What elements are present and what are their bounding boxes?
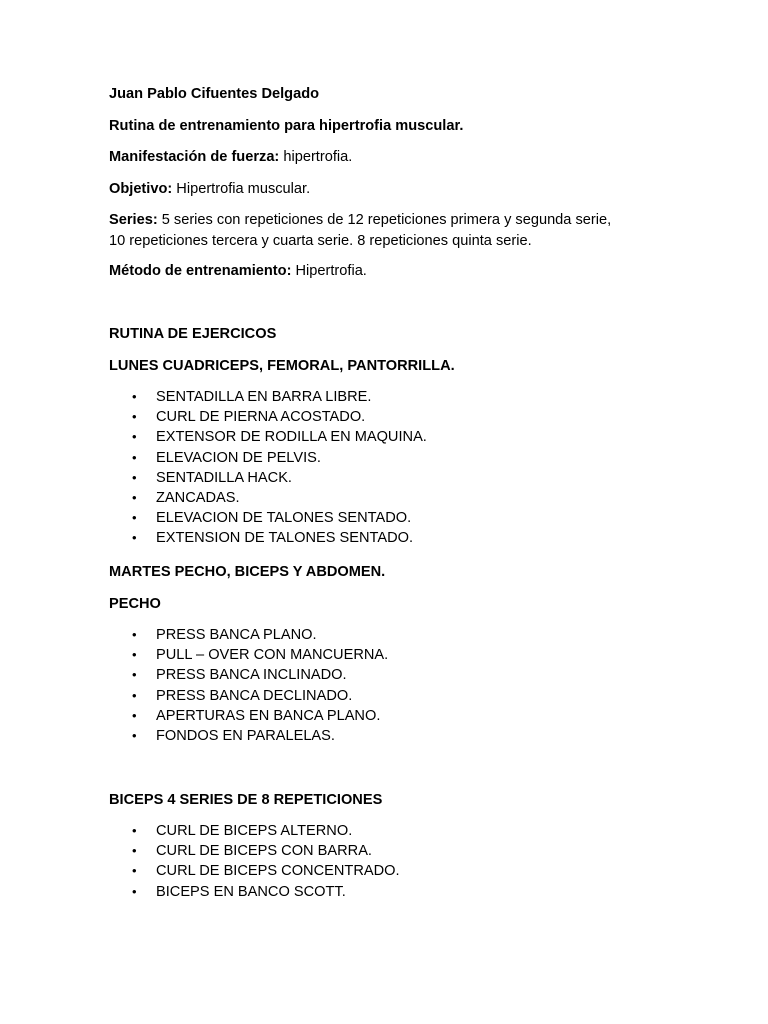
- lunes-exercise-list: [109, 387, 427, 549]
- list-item: [109, 726, 388, 746]
- bullet-icon: •: [132, 389, 137, 404]
- bullet-icon: •: [132, 489, 137, 505]
- bullet-icon: •: [132, 469, 137, 485]
- list-item: [109, 686, 388, 706]
- list-item: [109, 508, 427, 528]
- list-item: [109, 841, 400, 861]
- field-manifestacion: [109, 148, 352, 166]
- document-page: [109, 0, 669, 1024]
- bullet-icon: •: [132, 823, 137, 838]
- list-item: [109, 861, 400, 881]
- field-label: Series:: [109, 212, 158, 228]
- list-item: [109, 387, 427, 407]
- field-objetivo: [109, 180, 310, 198]
- field-series-continued: 10 repeticiones tercera y cuarta serie. 8 repeticiones quinta serie.: [109, 233, 532, 249]
- list-item: [109, 407, 427, 427]
- bullet-icon: •: [132, 530, 137, 546]
- list-item: [109, 528, 427, 548]
- bullet-icon: •: [132, 863, 137, 879]
- pecho-exercise-list: [109, 625, 388, 746]
- exercise-label: SENTADILLA EN BARRA LIBRE.: [156, 389, 372, 405]
- bullet-icon: •: [132, 707, 137, 723]
- bullet-icon: •: [132, 409, 137, 425]
- bullet-icon: •: [132, 647, 137, 663]
- bullet-icon: •: [132, 727, 137, 743]
- martes-heading: MARTES PECHO, BICEPS Y ABDOMEN.: [109, 564, 386, 580]
- field-value: hipertrofia.: [279, 149, 353, 165]
- bullet-icon: •: [132, 667, 137, 683]
- biceps-exercise-list: [109, 821, 400, 902]
- list-item: [109, 882, 400, 902]
- field-series: [109, 211, 611, 229]
- bullet-icon: •: [132, 510, 137, 526]
- exercise-label: CURL DE PIERNA ACOSTADO.: [156, 409, 366, 426]
- exercise-label: BICEPS EN BANCO SCOTT.: [156, 883, 346, 900]
- exercise-label: CURL DE BICEPS CON BARRA.: [156, 843, 372, 860]
- list-item: [109, 625, 388, 645]
- list-item: [109, 488, 427, 508]
- field-label: Método de entrenamiento:: [109, 263, 292, 279]
- exercise-label: CURL DE BICEPS ALTERNO.: [156, 823, 353, 839]
- exercise-label: EXTENSION DE TALONES SENTADO.: [156, 530, 414, 547]
- list-item: [109, 821, 400, 841]
- field-value: 5 series con repeticiones de 12 repeticiones primera y segunda serie,: [157, 212, 612, 228]
- bullet-icon: •: [132, 883, 137, 899]
- exercise-label: APERTURAS EN BANCA PLANO.: [156, 707, 381, 724]
- field-value: Hipertrofia.: [291, 263, 367, 279]
- bullet-icon: •: [132, 429, 137, 445]
- exercise-label: CURL DE BICEPS CONCENTRADO.: [156, 863, 400, 880]
- rutina-heading: RUTINA DE EJERCICOS: [109, 326, 277, 342]
- field-metodo: [109, 262, 367, 280]
- exercise-label: FONDOS EN PARALELAS.: [156, 727, 335, 744]
- exercise-label: EXTENSOR DE RODILLA EN MAQUINA.: [156, 429, 427, 446]
- exercise-label: ELEVACION DE TALONES SENTADO.: [156, 510, 412, 527]
- exercise-label: ZANCADAS.: [156, 489, 240, 506]
- biceps-heading: BICEPS 4 SERIES DE 8 REPETICIONES: [109, 792, 383, 808]
- bullet-icon: •: [132, 627, 137, 642]
- pecho-heading: PECHO: [109, 596, 161, 612]
- exercise-label: PRESS BANCA INCLINADO.: [156, 667, 347, 684]
- exercise-label: ELEVACION DE PELVIS.: [156, 449, 321, 466]
- list-item: [109, 427, 427, 447]
- exercise-label: PULL – OVER CON MANCUERNA.: [156, 647, 389, 664]
- field-label: Objetivo:: [109, 181, 173, 197]
- exercise-label: PRESS BANCA PLANO.: [156, 627, 317, 643]
- list-item: [109, 468, 427, 488]
- exercise-label: SENTADILLA HACK.: [156, 469, 292, 486]
- field-value: Hipertrofia muscular.: [172, 181, 311, 197]
- bullet-icon: •: [132, 843, 137, 859]
- list-item: [109, 706, 388, 726]
- list-item: [109, 448, 427, 468]
- list-item: [109, 665, 388, 685]
- bullet-icon: •: [132, 687, 137, 703]
- lunes-heading: LUNES CUADRICEPS, FEMORAL, PANTORRILLA.: [109, 358, 455, 374]
- field-label: Manifestación de fuerza:: [109, 149, 280, 165]
- author-name: Juan Pablo Cifuentes Delgado: [109, 86, 320, 102]
- list-item: [109, 645, 388, 665]
- document-title: Rutina de entrenamiento para hipertrofia muscular.: [109, 118, 464, 134]
- bullet-icon: •: [132, 449, 137, 465]
- exercise-label: PRESS BANCA DECLINADO.: [156, 687, 353, 704]
